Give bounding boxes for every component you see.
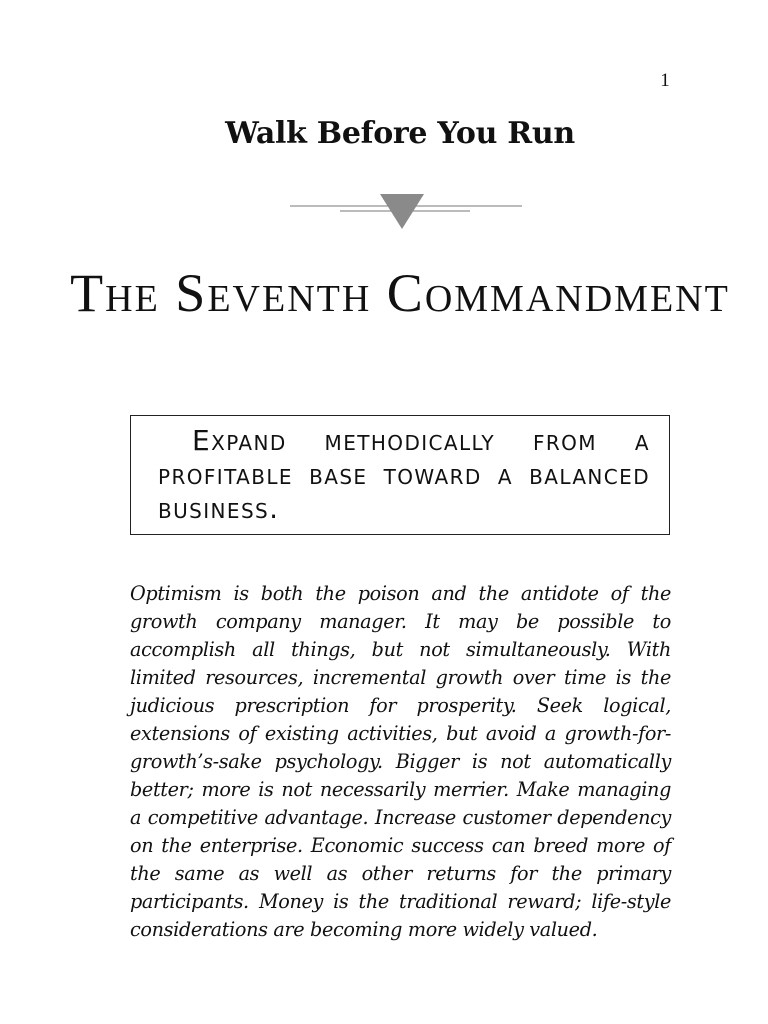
body-text: Optimism is both the poison and the antidote of the growth company manager. It may be possible to accomplish all things, but not simultaneously. With limited resources, incremental growth over time is the judicious prescription for prosperity. Seek logical, extensions of existing activities, but avoid a growth-for-growth’s-sake psychology. Bigger is not automatically better; more is not necessarily merrier. Make managing a competitive advantage. Increase customer dependency on the enterprise. Economic success can breed more of the same as well as other returns for the primary participants. Money is the traditional reward; life-style considerations are becoming more widely valued. [130, 582, 671, 941]
triangle-divider-ornament [288, 190, 524, 232]
chapter-title: Walk Before You Run [225, 116, 575, 151]
page-number: 1 [660, 70, 670, 91]
commandment-text: Expand methodically from a profitable base toward a balanced business. [158, 424, 650, 525]
commandment-title: The Seventh Commandment [70, 263, 730, 323]
commandment-box [130, 415, 670, 535]
